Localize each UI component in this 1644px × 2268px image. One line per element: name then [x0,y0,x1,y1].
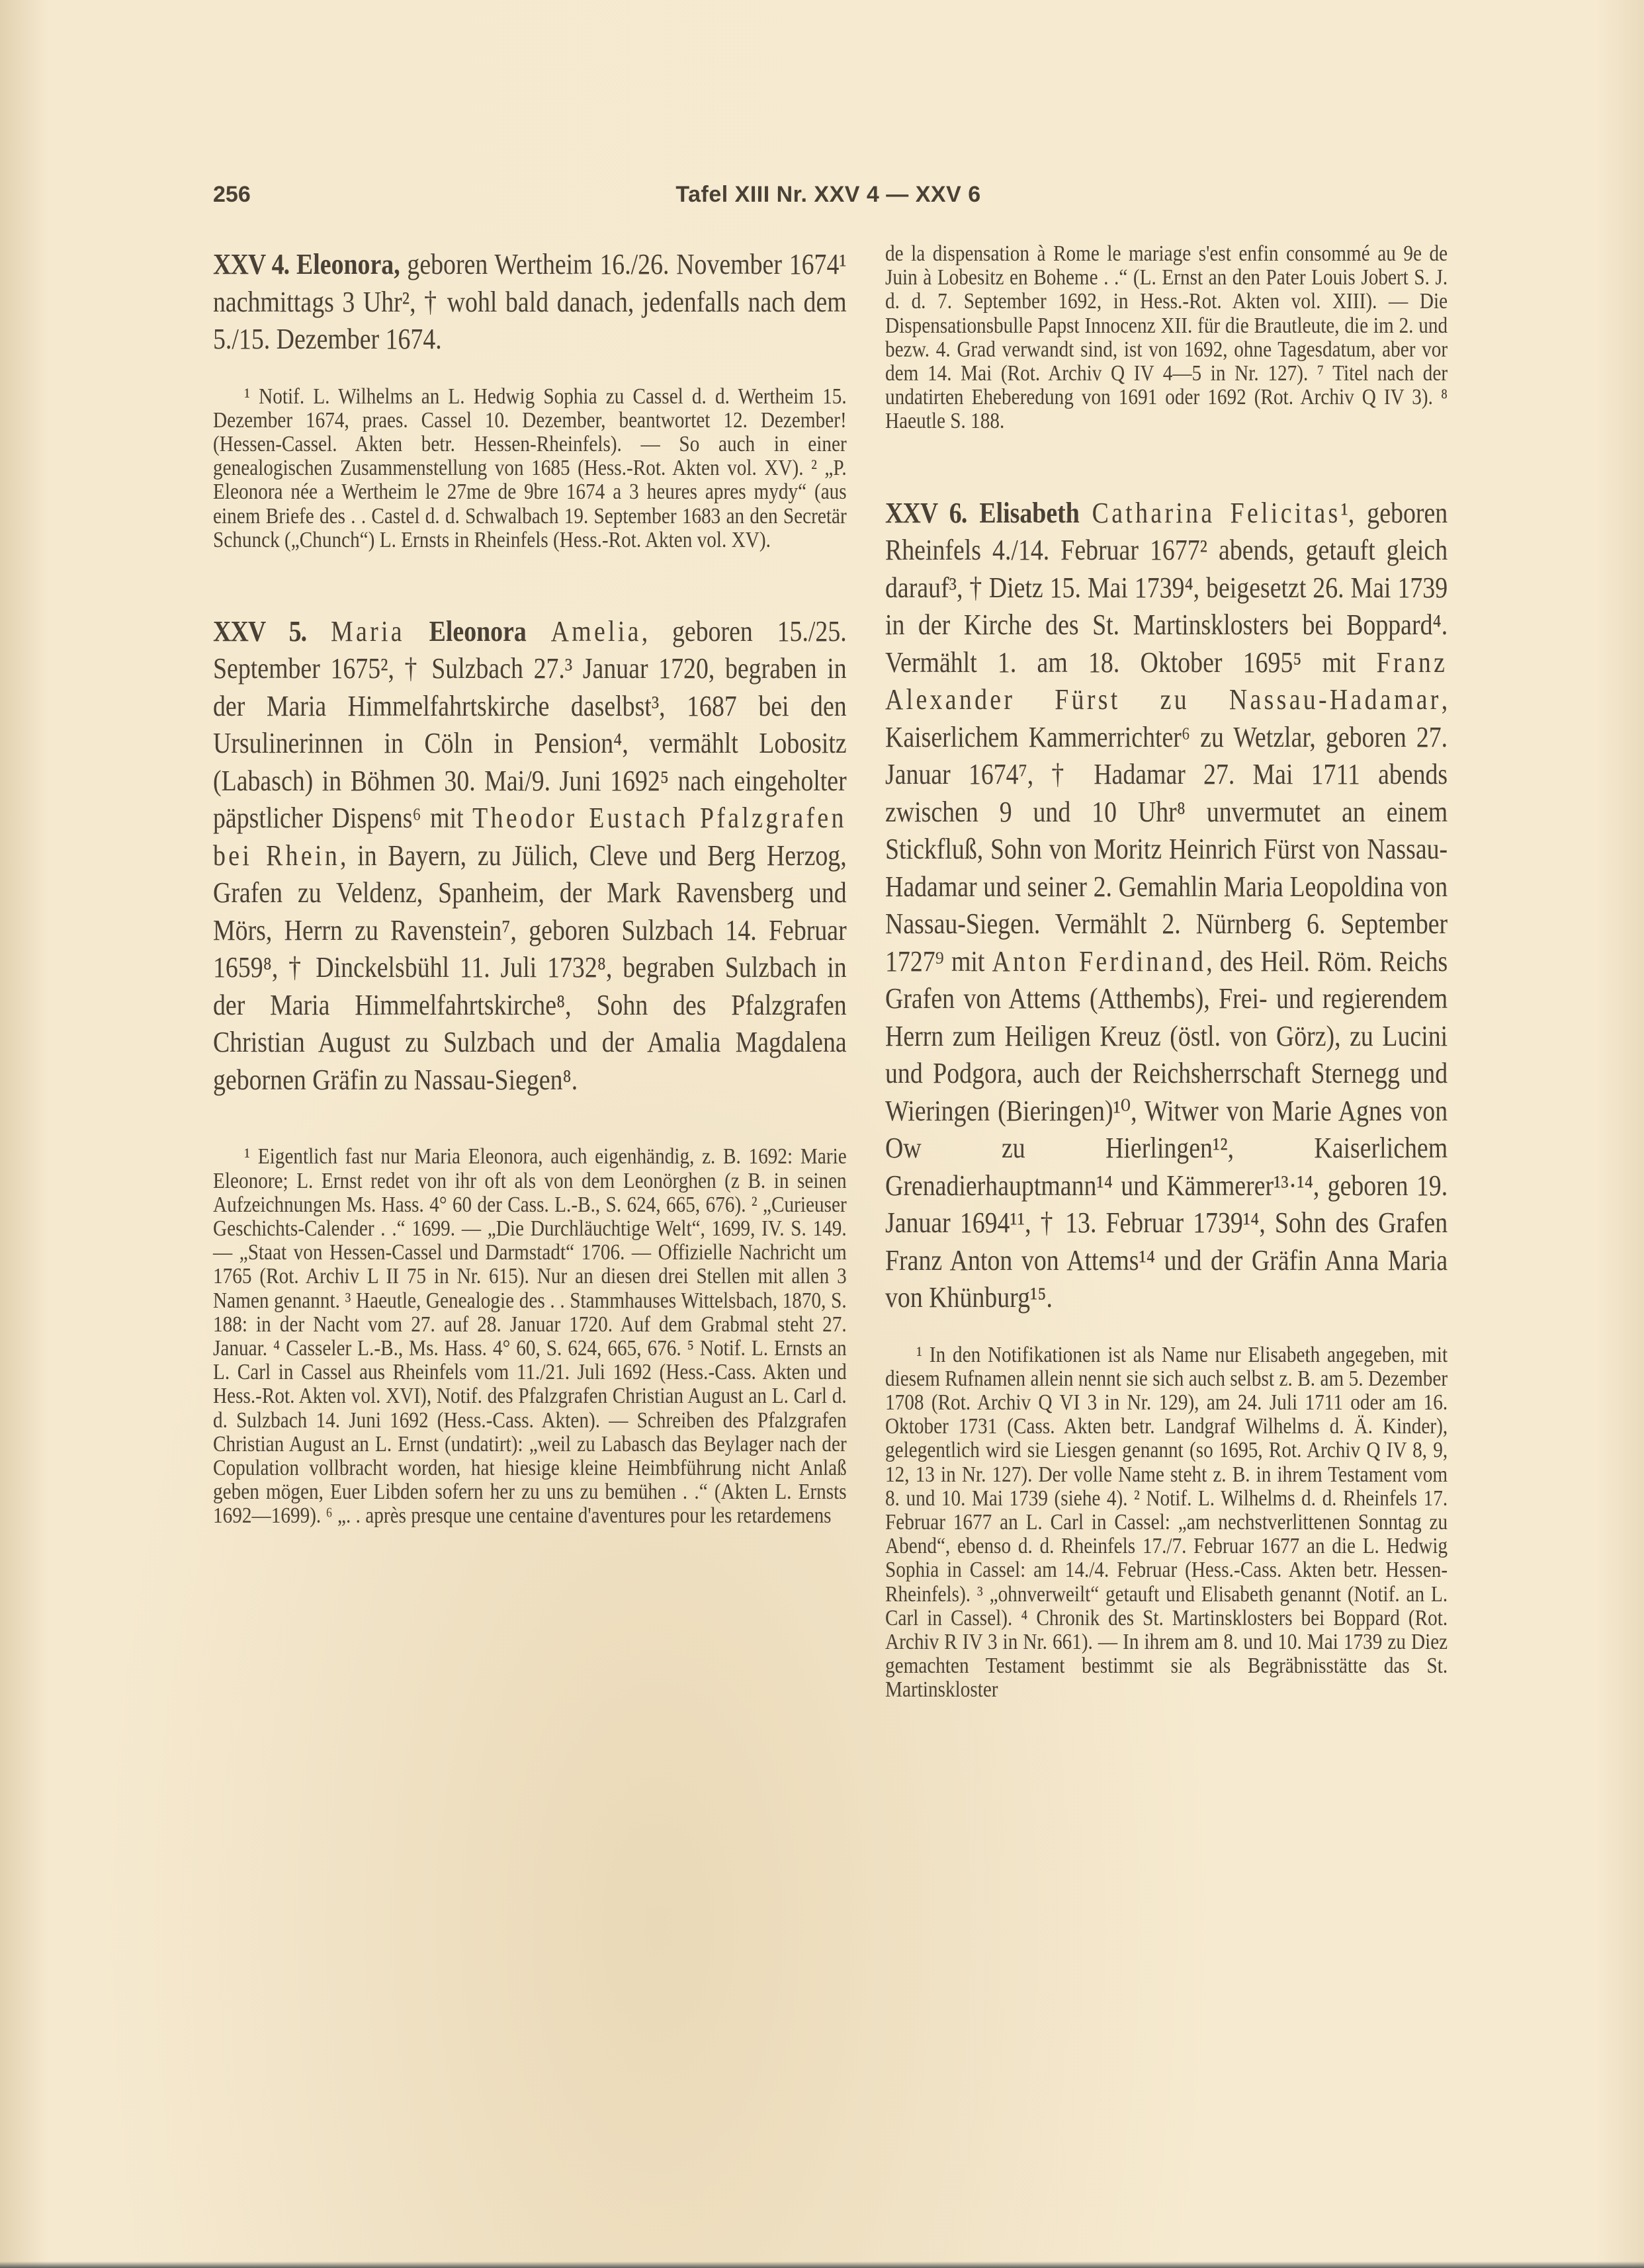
entry-number: XXV 4. [213,248,290,280]
running-title: Tafel XIII Nr. XXV 4 — XXV 6 [675,182,981,207]
page-number: 256 [213,182,251,207]
person-name: Eleonora, [296,248,400,280]
entry-text: geboren Wertheim 16./26. November 1674¹ nachmittags 3 Uhr², † wohl bald danach, jedenfalls nach dem 5./15. Dezember 1674. [213,248,847,355]
spouse-name: Theodor Eustach Pfalzgrafen bei Rhein [213,802,847,872]
entry-number: XXV 6. [885,496,967,529]
running-head [213,182,1444,215]
entry-xxv5 [213,613,847,1099]
person-name-bold: Elisabeth [979,496,1080,529]
footnotes-xxv5: ¹ Eigentlich fast nur Maria Eleonora, auch eigenhändig, z. B. 1692: Marie Eleonore; L. Ernst redet von ihr oft als von dem Leonörghen (z B. in seinen Aufzeichnungen Ms. Hass. 4° 60 der Cass. L.-B., S. 624, 665, 676). ² „Curieuser Geschichts-Calender . .“ 1699. — „Die Durchläuchtige Welt“, 1699, IV. S. 149. — „Staat von Hessen-Cassel und Darmstadt“ 1706. — Offizielle Nachricht um 1765 (Rot. Archiv L II 75 in Nr. 615). Nur an diesen drei Stellen mit allen 3 Namen genannt. ³ Haeutle, Genealogie des . . Stammhauses Wittelsbach, 1870, S. 188: in der Nacht vom 27. auf 28. Januar 1720. Auf dem Grabmal steht 27. Januar. ⁴ Casseler L.-B., Ms. Hass. 4° 60, S. 624, 665, 676. ⁵ Notif. L. Ernsts an L. Carl in Cassel aus Rheinfels vom 11./21. Juli 1692 (Hess.-Cass. Akten und Hess.-Rot. Akten vol. XVI), Notif. des Pfalzgrafen Christian August an L. Carl d. d. Sulzbach 14. Juni 1692 (Hess.-Cass. Akten). — Schreiben des Pfalzgrafen Christian August an L. Ernst (undatirt): „weil zu Labasch das Beylager nach der Copulation vollbracht worden, hat hiesige kleine Heimbführung nicht Anlaß geben mögen, Euer Libden sofern her zu uns zu bemühen . .“ (Akten L. Ernsts 1692—1699). ⁶ „. . après presque une centaine d'aventures pour les retardemens [213,1144,847,1529]
entry-xxv6 [885,495,1448,1317]
entry-xxv4 [213,246,847,358]
entry-text: , geboren 15./25. September 1675², † Sulzbach 27.³ Januar 1720, begraben in der Maria Himmelfahrtskirche daselbst³, 1687 bei den Ursulinerinnen in Cöln in Pension⁴, vermählt Lobositz (Labasch) in Böhmen 30. Mai/9. Juni 1692⁵ nach eingeholter päpstlicher Dispens⁶ mit [213,614,847,835]
footnotes-xxv4: ¹ Notif. L. Wilhelms an L. Hedwig Sophia zu Cassel d. d. Wertheim 15. Dezember 1674, praes. Cassel 10. Dezember, beantwortet 12. Dezember! (Hessen-Cassel. Akten betr. Hessen-Rheinfels). — So auch in einer genealogischen Zusammenstellung von 1685 (Hess.-Rot. Akten vol. XV). ² „P. Eleonora née a Wertheim le 27me de 9bre 1674 a 3 heures apres mydy“ (aus einem Briefe des . . Castel d. d. Schwalbach 19. September 1683 an den Secretär Schunck („Chunch“) L. Ernsts in Rheinfels (Hess.-Rot. Akten vol. XV). [213,384,847,552]
spacer [213,552,848,613]
left-column [213,246,848,1529]
spacer [213,358,848,385]
entry-text: ¹, geboren Rheinfels 4./14. Februar 1677² abends, getauft gleich darauf³, † Dietz 15. Mai 1739⁴, beigesetzt 26. Mai 1739 in der Kirche des St. Martinsklosters bei Boppard⁴. Vermählt 1. am 18. Oktober 1695⁵ mit [885,496,1448,679]
spacer [885,1317,1448,1343]
entry-number: XXV 5. [213,614,307,648]
scan-edge-shadow [0,2261,1644,2268]
footnotes-xxv6: ¹ In den Notifikationen ist als Name nur Elisabeth angegeben, mit diesem Rufnamen allein nennt sie sich auch selbst z. B. am 5. Dezember 1708 (Rot. Archiv Q VI 3 in Nr. 129), am 24. Juli 1711 oder am 16. Oktober 1731 (Cass. Akten betr. Landgraf Wilhelms d. Ä. Kinder), gelegentlich wird sie Liesgen genannt (so 1695, Rot. Archiv Q IV 8, 9, 12, 13 in Nr. 127). Der volle Name steht z. B. in ihrem Testament vom 8. und 10. Mai 1739 (siehe 4). ² Notif. L. Wilhelms d. d. Rheinfels 17. Februar 1677 an L. Carl in Cassel: „am nechstverlittenen Sonntag zu Abend“, ebenso d. d. Rheinfels 17./7. Februar 1677 an die L. Hedwig Sophia in Cassel: am 14./4. Februar (Hess.-Cass. Akten betr. Hessen-Rheinfels). ³ „ohnverweilt“ getauft und Elisabeth genannt (Notif. an L. Carl in Cassel). ⁴ Chronik des St. Martinsklosters bei Boppard (Rot. Archiv R IV 3 in Nr. 661). — In ihrem am 8. und 10. Mai 1739 zu Diez gemachten Testament bestimmt sie als Begräbnisstätte das St. Martinskloster [885,1342,1448,1702]
spacer [885,434,1448,495]
person-name-last: Amelia [550,614,642,648]
spouse-1-name: Franz Alexander Fürst zu Nassau-Hadamar [885,646,1448,716]
entry-text-cont-2: , des Heil. Röm. Reichs Grafen von Attems (Atthembs), Frei- und regierendem Herrn zum Heiligen Kreuz (östl. von Görz), zu Lucini und Podgora, auch der Reichsherrschaft Sternegg und Wieringen (Bieringen)¹⁰, Witwer von Marie Agnes von Ow zu Hierlingen¹², Kaiserlichem Grenadierhauptmann¹⁴ und Kämmerer¹³·¹⁴, geboren 19. Januar 1694¹¹, † 13. Februar 1739¹⁴, Sohn des Grafen Franz Anton von Attems¹⁴ und der Gräfin Anna Maria von Khünburg¹⁵. [885,945,1448,1314]
spouse-2-name: Anton Ferdinand [992,945,1207,978]
person-name-bold: Eleonora [429,614,527,648]
entry-text-cont: , in Bayern, zu Jülich, Cleve und Berg Herzog, Grafen zu Veldenz, Spanheim, der Mark Ravensberg und Mörs, Herrn zu Ravenstein⁷, geboren Sulzbach 14. Februar 1659⁸, † Dinckelsbühl 11. Juli 1732⁸, begraben Sulzbach in der Maria Himmelfahrtskirche⁸, Sohn des Pfalzgrafen Christian August zu Sulzbach und der Amalia Magdalena gebornen Gräfin zu Nassau-Siegen⁸. [213,839,847,1096]
entry-text-cont: , Kaiserlichem Kammerrichter⁶ zu Wetzlar, geboren 27. Januar 1674⁷, † Hadamar 27. Mai 1711 abends zwischen 9 und 10 Uhr⁸ unvermutet an einem Stickfluß, Sohn von Moritz Heinrich Fürst von Nassau-Hadamar und seiner 2. Gemahlin Maria Leopoldina von Nassau-Siegen. Vermählt 2. Nürnberg 6. September 1727⁹ mit [885,683,1448,978]
spacer [213,1099,848,1145]
person-name-first: Maria [331,614,405,648]
person-name-rest: Catharina Felicitas [1092,496,1341,529]
footnotes-xxv5-continued: de la dispensation à Rome le mariage s'est enfin consommé au 9e de Juin à Lobesitz en Boheme . .“ (L. Ernst an den Pater Louis Jobert S. J. d. d. 7. September 1692, in Hess.-Rot. Akten vol. XIII). — Die Dispensationsbulle Papst Innocenz XII. für die Brautleute, die im 2. und bezw. 4. Grad verwandt sind, ist von 1692, ohne Tagesdatum, aber vor dem 14. Mai (Rot. Archiv Q IV 4—5 in Nr. 127). ⁷ Titel nach der undatirten Eheberedung von 1691 oder 1692 (Rot. Archiv Q IV 3). ⁸ Haeutle S. 188. [885,241,1448,434]
right-column [885,242,1448,1702]
